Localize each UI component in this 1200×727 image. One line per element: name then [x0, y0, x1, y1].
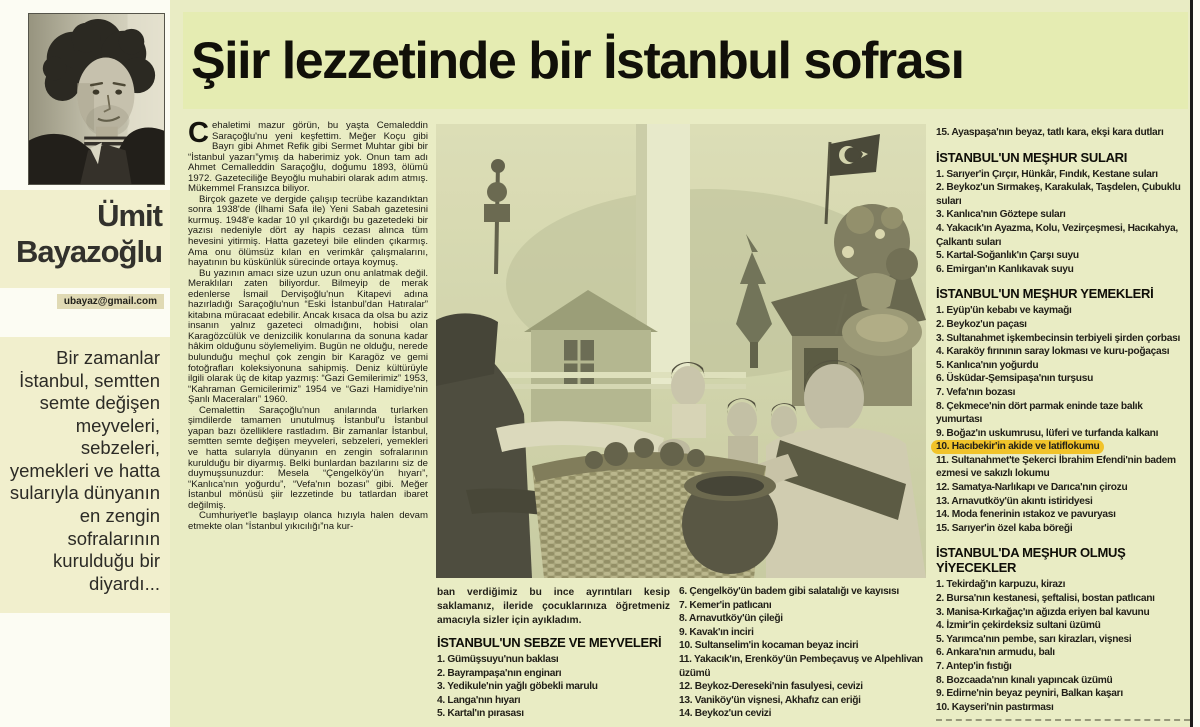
market-photo: [436, 124, 926, 578]
list-title-yiyecekler: İSTANBUL'DA MEŞHUR OLMUŞ YİYECEKLER: [936, 545, 1126, 576]
list-item: 3. Manisa-Kırkağaç'ın ağızda eriyen bal kavunu: [936, 606, 1150, 618]
list-item: 12. Samatya-Narlıkapı ve Darıca'nın çirozu: [936, 482, 1128, 494]
list-item: 3. Yedikule'nin yağlı göbekli marulu: [437, 681, 598, 693]
article-paragraph: Cumhuriyet'le başlayıp olanca hızıyla halen devam etmekte olan “İstanbul yıkıcılığı”na kur-: [188, 510, 428, 532]
sebze-list-part1: [437, 653, 670, 721]
list-title-yemekler: İSTANBUL'UN MEŞHUR YEMEKLERİ: [936, 286, 1154, 302]
list-item: 8. Arnavutköy'ün çileği: [679, 613, 783, 625]
list-item: 13. Vaniköy'ün vişnesi, Akhafız can eriği: [679, 694, 861, 706]
article-body-column: [188, 117, 428, 727]
list-item: 4. Karaköy fırınının saray lokması ve kuru-poğaçası: [936, 346, 1170, 358]
list-item: 8. Çekmece'nin dört parmak eninde taze balık yumurtası: [936, 400, 1143, 426]
list-item: 1. Eyüp'ün kebabı ve kaymağı: [936, 305, 1072, 317]
list-item: 11. Sultanahmet'te Şekerci İbrahim Efendi'nin badem ezmesi ve sakızlı lokumu: [936, 454, 1176, 480]
list-item: 1. Gümüşsuyu'nun baklası: [437, 654, 559, 665]
list-item: 1. Tekirdağ'ın karpuzu, kirazı: [936, 579, 1066, 591]
headline-banner: [183, 12, 1188, 109]
scan-white-margin: [1193, 0, 1200, 727]
yiyecekler-list: [936, 578, 1189, 714]
list-item: 15. Ayaspaşa'nın beyaz, tatlı kara, ekşi kara dutları: [936, 127, 1164, 138]
list-item: 2. Bayrampaşa'nın enginarı: [437, 667, 562, 679]
scan-bottom-dash: [936, 719, 1190, 721]
list-title-sebze: İSTANBUL'UN SEBZE VE MEYVELERİ: [437, 635, 662, 650]
list-item: 10. Sultanselim'in kocaman beyaz inciri: [679, 640, 859, 652]
list-item: 10. Hacıbekir'in akide ve latiflokumu: [931, 440, 1104, 454]
author-portrait-photo: [28, 13, 165, 185]
list-item: 7. Antep'in fıstığı: [936, 661, 1012, 672]
article-paragraph: Birçok gazete ve dergide çalışıp tecrübe kazandıktan sonra 1938'de (İlhami Safa ile) Yeni Sabah gazetesini kurmuş. 1948'e kadar 10 yıl çıkardığı bu gazetedeki bir yazısı nedeniyle dört ay hapis cezası alınca tüm hevesini yitirmiş. Hatta gazeteyi bile elinden çıkarmış. Ama onu ölümsüz kılan en verimkâr çalışmalarını, hayatının bu küskünlük sürecinde ortaya koymuş.: [188, 193, 428, 269]
page-title: Şiir lezzetinde bir İstanbul sofrası: [191, 31, 964, 90]
author-name: Ümit Bayazoğlu: [0, 190, 170, 288]
list-item: 3. Kanlıca'nın Göztepe suları: [936, 209, 1066, 221]
list-item: 2. Bursa'nın kestanesi, şeftalisi, bostan patlıcanı: [936, 593, 1155, 605]
list-column-a: [437, 586, 670, 721]
list-item: 3. Sultanahmet işkembecinsin terbiyeli şirden çorbası: [936, 332, 1180, 344]
list-item: 9. Edirne'nin beyaz peyniri, Balkan kaşarı: [936, 688, 1123, 700]
list-item: 4. Yakacık'ın Ayazma, Kolu, Vezirçeşmesi, Hacıkahya, Çalkantı suları: [936, 222, 1178, 248]
sebze-list-part2: [679, 585, 931, 721]
list-item: 5. Kanlıca'nın yoğurdu: [936, 359, 1039, 371]
list-item: 11. Yakacık'ın, Erenköy'ün Pembeçavuş ve Alpehlivan üzümü: [679, 653, 923, 679]
article-paragraph: Bu yazının amacı size uzun uzun onu anlatmak değil. Meraklıları zaten biliyordur. Bilmeyip de merak edenlerse İsmail Dervişoğlu'nun Kitapevi adına hazırladığı Saraçoğlu'nun “Eski İstanbul'dan Hatıralar” kitabına müracaat edebilir. Ancak kısaca da olsa bu aziz insanın yalnız gazeteci olmadığını, hobisi olan Karagözcülük ve denizcilik konularına da sonuna kadar hâkim olduğunu söylemeliyim. Bugün ne olduğu, nerede bulunduğu meçhul çok zengin bir Karagöz ve gemi fotoğrafları koleksiyonuna sahipmiş. Deniz kültürüyle ilgili olarak üç de kitap yazmış: “Gazi Gemilerimiz” 1953, “Kahraman Gemicilerimiz” 1954 ve “Gazi Hamidiye'nin Şanlı Maceraları” 1960.: [188, 267, 428, 406]
list-item: 9. Boğaz'ın uskumrusu, lüferi ve turfanda kalkanı: [936, 427, 1159, 439]
list-item: 4. İzmir'in çekirdeksiz sultani üzümü: [936, 620, 1101, 632]
list-column-b: [679, 585, 931, 721]
list-item: 5. Kartal-Soğanlık'ın Çarşı suyu: [936, 250, 1079, 262]
list-item: 2. Beykoz'un Sırmakeş, Karakulak, Taşdelen, Çubuklu suları: [936, 182, 1181, 207]
article-paragraph: Cemalettin Saraçoğlu'nun anılarında turlarken şimdilerde tamamen unutulmuş İstanbul'u İstanbul yapan bazı özelliklere rastladım. Bir zamanlar İstanbul, semtten semte değişen meyveleri, sebzeleri, yemekleri ve hatta sularıyla dünyanın en zengin sofralarının kurulduğu bir diyarmış. Belki bunlardan bazılarını siz de duymuşsunuzdur: Mesela “Çengelköy'ün hıyarı”, “Kanlıca'nın yoğurdu”, “Vefa'nın bozası” gibi. Meğer İstanbul mönüsü şiir lezzetinde bu tatlardan ibaret değilmiş.: [188, 404, 428, 511]
list-item: 13. Arnavutköy'ün akıntı istiridyesi: [936, 495, 1093, 507]
pull-quote: Bir zamanlar İstanbul, semtten semte değişen meyveleri, sebzeleri, yemekleri ve hatta sularıyla dünyanın en zengin sofralarının kurulduğu bir diyardı...: [0, 337, 170, 613]
list-item: 12. Beykoz-Dereseki'nin fasulyesi, cevizi: [679, 681, 863, 693]
list-item: 10. Kayseri'nin pastırması: [936, 701, 1054, 713]
list-item: 2. Beykoz'un paçası: [936, 318, 1027, 330]
author-email: ubayaz@gmail.com: [57, 294, 164, 309]
list-item: 6. Ankara'nın armudu, balı: [936, 647, 1055, 659]
list-item: 5. Kartal'ın pırasası: [437, 708, 524, 720]
sebze-list-part3: [936, 126, 1189, 140]
author-sidebar: [0, 0, 170, 727]
list-item: 9. Kavak'ın inciri: [679, 626, 754, 638]
yemekler-list: [936, 304, 1189, 535]
list-item: 14. Moda fenerinin ıstakoz ve pavuryası: [936, 509, 1116, 521]
list-item: 1. Sarıyer'in Çırçır, Hünkâr, Fındık, Kestane suları: [936, 168, 1158, 180]
article-continuation: ban verdiğimiz bu ince ayrıntıları kesip saklamanız, ileride çocuklarınıza öğretmeniz amacıyla sizler için ayıkladım.: [437, 587, 670, 626]
list-item: 4. Langa'nın hıyarı: [437, 694, 521, 706]
list-title-sular: İSTANBUL'UN MEŞHUR SULARI: [936, 149, 1128, 165]
list-item: 6. Çengelköy'ün badem gibi salatalığı ve kayısısı: [679, 586, 899, 597]
list-item: 8. Bozcaada'nın kınalı yapıncak üzümü: [936, 674, 1113, 686]
list-item: 7. Kemer'in patlıcanı: [679, 599, 772, 611]
list-item: 6. Üsküdar-Şemsipaşa'nın turşusu: [936, 373, 1094, 385]
list-column-right: [936, 124, 1189, 714]
portrait-illustration: [29, 14, 164, 184]
list-item: 5. Yarımca'nın pembe, sarı kirazları, vişnesi: [936, 633, 1132, 645]
sular-list: [936, 168, 1189, 277]
list-item: 15. Sarıyer'in özel kaba böreği: [936, 522, 1073, 534]
list-item: 7. Vefa'nın bozası: [936, 386, 1016, 398]
article-paragraph: Cehaletimi mazur görün, bu yaşta Cemaleddin Saraçoğlu'nu yeni keşfettim. Meğer Koçu gibi Bayrı gibi Ahmet Refik gibi Sermet Muhtar gibi bir “İstanbul yazarı”ymış da haberimiz yok. Onun tam adı Ahmet Cemalleddin Saraçoğlu, doğumu 1893, ölümü 1972. Gazeteciliğe Beyoğlu muhabiri olarak adım atmış. Mükemmel Fransızca biliyor.: [188, 117, 428, 195]
list-item: 14. Beykoz'un cevizi: [679, 708, 772, 720]
list-item: 6. Emirgan'ın Kanlıkavak suyu: [936, 263, 1074, 275]
market-scene-illustration: [436, 124, 926, 578]
